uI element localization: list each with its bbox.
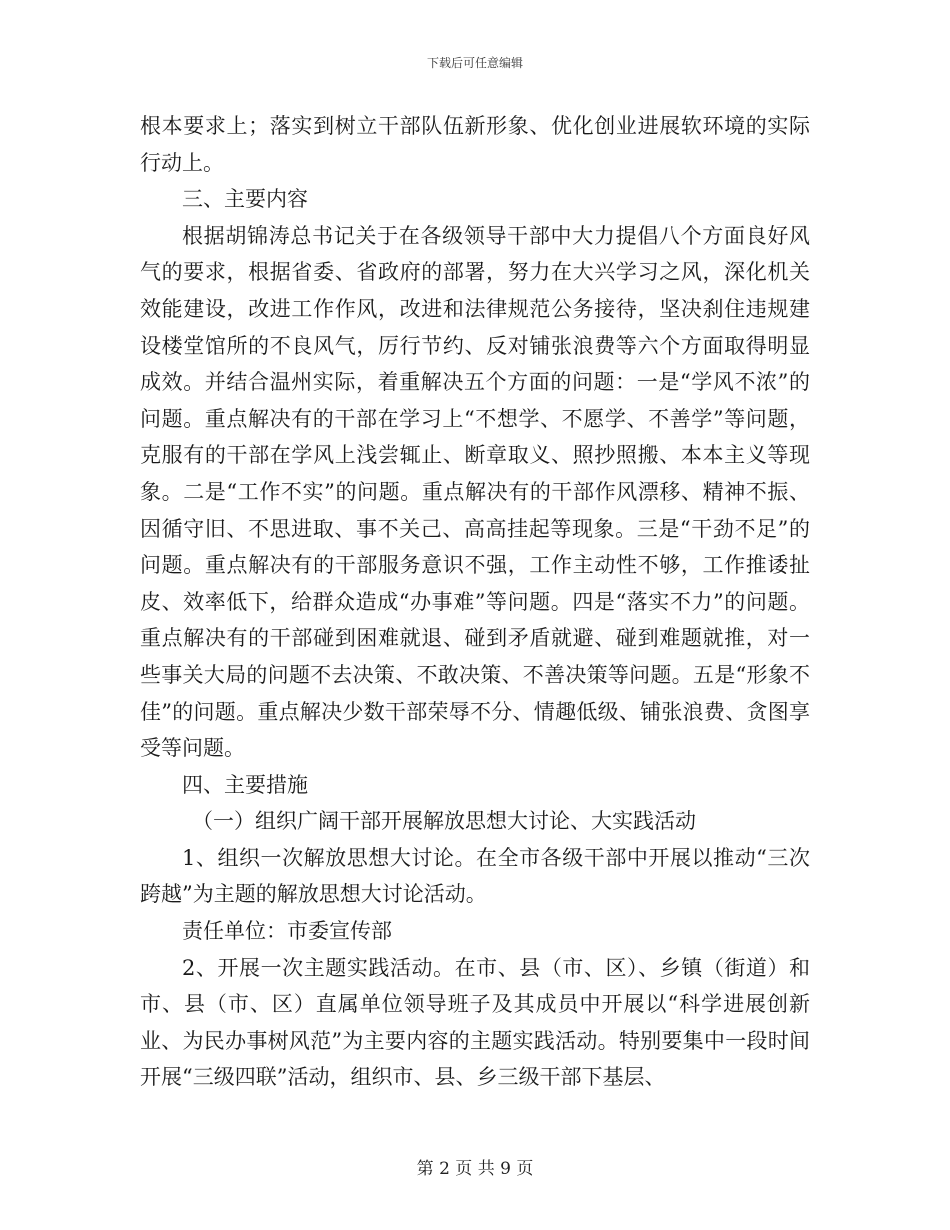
section-heading-3: 三、主要内容 bbox=[182, 187, 308, 212]
document-body bbox=[140, 108, 810, 1096]
paragraph-continued: 根本要求上；落实到树立干部队伍新形象、优化创业进展软环境的实际行动上。 bbox=[140, 114, 810, 175]
paragraph-measure-1: 1、组织一次解放思想大讨论。在全市各级干部中开展以推动“三次跨越”为主题的解放思想大讨论活动。 bbox=[140, 845, 810, 907]
paragraph-measure-2: 2、开展一次主题实践活动。在市、县（市、区）、乡镇（街道）和市、县（市、区）直属单位领导班子及其成员中开展以“科学进展创新业、为民办事树风范”为主要内容的主题实践活动。特别要集中一段时间开展“三级四联”活动，组织市、县、乡三级干部下基层、 bbox=[140, 955, 810, 1090]
paragraph-main-content: 根据胡锦涛总书记关于在各级领导干部中大力提倡八个方面良好风气的要求，根据省委、省政府的部署，努力在大兴学习之风，深化机关效能建设，改进工作作风，改进和法律规范公务接待，坚决刹住违规建设楼堂馆所的不良风气，厉行节约、反对铺张浪费等六个方面取得明显成效。并结合温州实际，着重解决五个方面的问题：一是“学风不浓”的问题。重点解决有的干部在学习上“不想学、不愿学、不善学”等问题，克服有的干部在学风上浅尝辄止、断章取义、照抄照搬、本本主义等现象。二是“工作不实”的问题。重点解决有的干部作风漂移、精神不振、因循守旧、不思进取、事不关己、高高挂起等现象。三是“干劲不足”的问题。重点解决有的干部服务意识不强，工作主动性不够，工作推诿扯皮、效率低下，给群众造成“办事难”等问题。四是“落实不力”的问题。重点解决有的干部碰到困难就退、碰到矛盾就避、碰到难题就推，对一些事关大局的问题不去决策、不敢决策、不善决策等问题。五是“形象不佳”的问题。重点解决少数干部荣辱不分、情趣低级、铺张浪费、贪图享受等问题。 bbox=[140, 223, 810, 761]
section-heading-4: 四、主要措施 bbox=[182, 772, 308, 797]
page-number: 第 2 页 共 9 页 bbox=[416, 1159, 534, 1179]
paragraph-responsible-unit: 责任单位：市委宣传部 bbox=[182, 919, 392, 944]
subsection-heading-4-1: （一）组织广阔干部开展解放思想大讨论、大实践活动 bbox=[192, 809, 696, 834]
page-header-note: 下载后可任意编辑 bbox=[426, 56, 523, 70]
